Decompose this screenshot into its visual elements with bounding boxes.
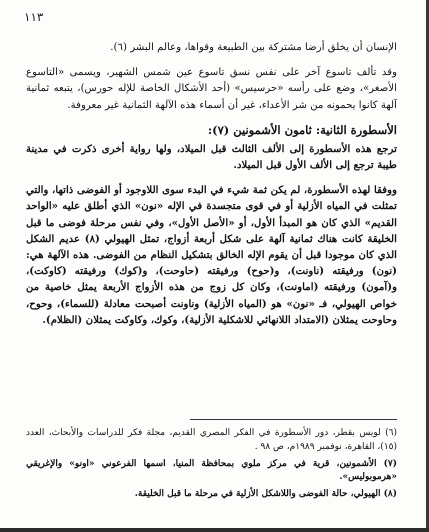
footnote-7: (٧) الأشمونين، قرية في مركز ملوي بمحافظة المنيا، اسمها الفرعوني «اونو» والإغريقي «هرموبوليس». [26,458,397,483]
paragraph-4: ووفقا لهذه الأسطورة، لم يكن ثمة شيء في البدء سوى اللاوجود أو الفوضى ذاتها، والتي تمثلت في المياه الأزلية أو في قوى متجسدة في الإله «نون» الذي أطلق عليه «الواحد القديم» الذي كان هو المبدأ الأول، أو «الأصل الأول»، وفي نفس مرحلة فوضى ما قبل الخليقة كانت هناك ثمانية آلهة على شكل أربعة أزواج، تمثل الهيولي (٨) عديم الشكل الذي كان موجودا قبل أن يقوم الإله الخالق بتشكيل النظام من الفوضى. هذه الآلهة هي: (نون) ورفيقته (ناونت)، و(حوح) ورفيقته (حاوحت)، و(كوك) ورفيقته (كاوكت)، و(آمون) ورفيقته (اماونت)، وكان كل زوج من هذه الأزواج الأربعة يمثل خاصية من خواص الهيولي، فـ «نون» هو (المياه الأزلية) وناونت أصبحت معادلة (للسماء)، وحوح، وحاوحت يمثلان (الامتداد اللانهائي للاشكلية الأزلية)، وكوك، وكاوكت يمثلان (الظلام). [26,184,398,326]
main-text [26,40,397,330]
footnote-separator [190,419,397,420]
paragraph-3: ترجع هذه الأسطورة إلى الألف الثالث قبل الميلاد، ولها رواية أخرى ذكرت في مدينة طيبة ترجع إلى الألف الأول قبل الميلاد. [26,142,397,172]
footnotes [26,427,397,505]
paragraph-2: وقد تألف تاسوع آخر على نفس نسق تاسوع عين شمس الشهير، ويسمى «التاسوع الأصغر»، وضع على رأسه «حرسيس» (أحد الأشكال الخاصة للإله حورس)، يتبعه ثمانية آلهة كانوا يحمونه من شر الأعداء، غير أن أسماء هذه الآلهة الثمانية غير معروفة. [26,67,397,111]
section-heading: الأسطورة الثانية: ثامون الأشمونين (٧): [207,122,397,137]
page-edge-shadow-bottom [0,528,429,532]
footnote-6: (٦) لويس بقطر، دور الأسطورة في الفكر المصري القديم، مجلة فكر للدراسات والأبحاث، العدد (١٥)، القاهرة، نوفمبر ١٩٨٩م، ص ٩٨ . [26,428,397,452]
page-number: ١١٣ [24,10,44,24]
paragraph-1: الإنسان أن يخلق أرضا مشتركة بين الطبيعة وقواها، وعالم البشر (٦). [110,42,397,53]
footnote-8: (٨) الهيولي، حالة الفوضى واللاشكل الأزلية في مرحلة ما قبل الخليقة. [134,489,397,500]
